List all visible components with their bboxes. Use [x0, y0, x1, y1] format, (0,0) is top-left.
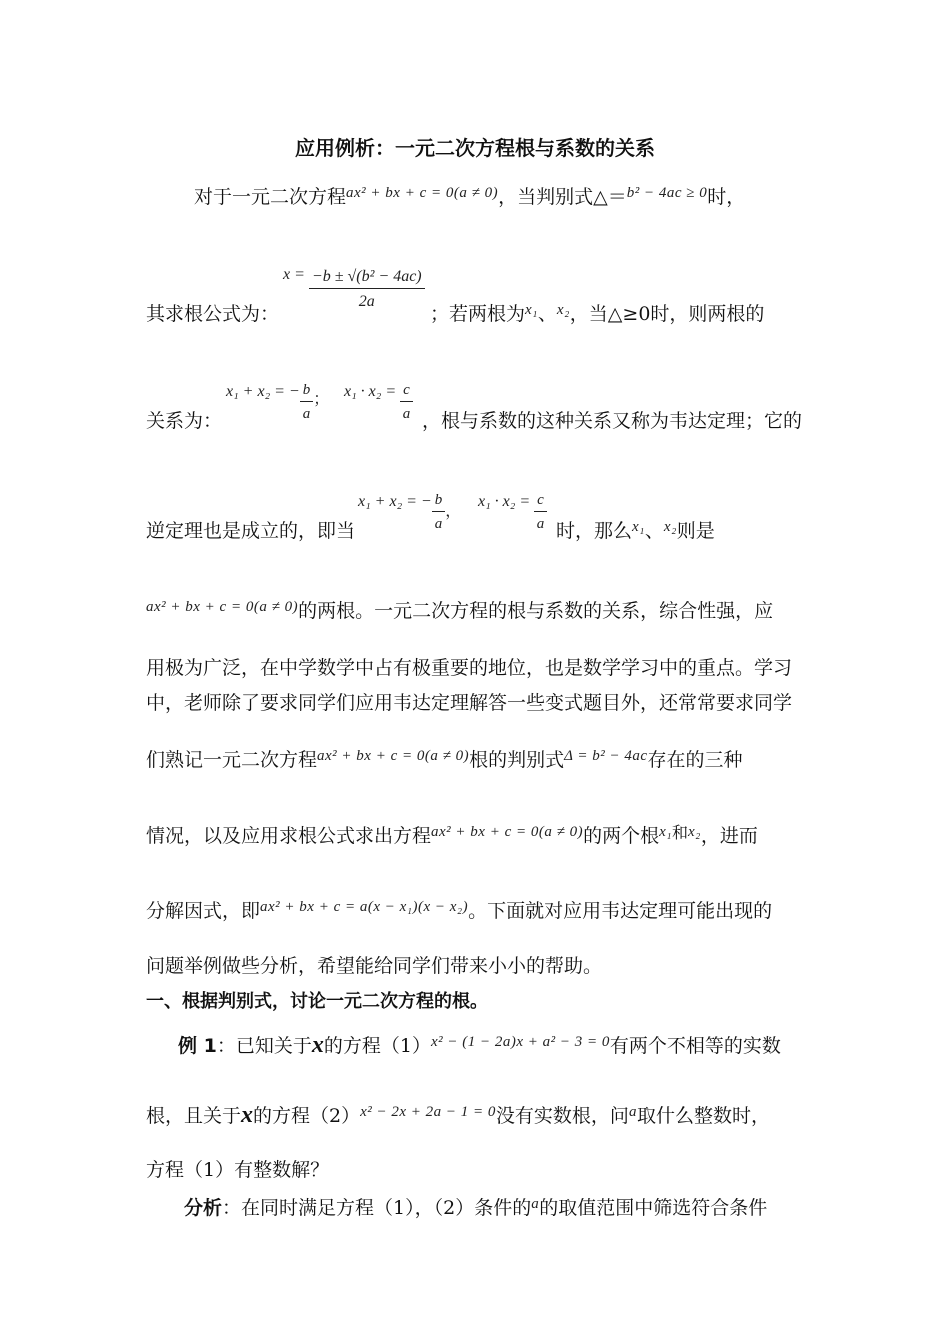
text: ；若两根为: [430, 303, 526, 325]
intro-line-4b: [556, 519, 715, 542]
root-x2: x₂: [556, 302, 570, 318]
formula-numerator: −b ± √(b² − 4ac): [309, 268, 425, 289]
intro-line-4: [146, 522, 355, 541]
separator: ，: [445, 503, 462, 521]
text: 、: [644, 520, 664, 542]
separator: ；: [313, 391, 330, 409]
formula-lhs: x =: [283, 266, 305, 284]
intro-line-3: [146, 412, 222, 431]
text: 没有实数根，问: [495, 1105, 629, 1127]
discriminant: Δ = b² − 4ac: [564, 748, 648, 764]
root-x1: x₁: [632, 519, 645, 535]
text: ：已知关于: [216, 1035, 312, 1057]
equation-general: ax² + bx + c = 0(a ≠ 0): [317, 748, 470, 764]
intro-line-8: [146, 748, 743, 771]
variable-x: x: [311, 1032, 324, 1058]
text: 逆定理也是成立的，即当: [146, 520, 356, 542]
converse-product: [478, 492, 547, 533]
converse-sum-lhs: x₁ + x₂ = −: [358, 493, 432, 511]
text: 情况，以及应用求根公式求出方程: [146, 825, 432, 847]
root-x2: x₂: [687, 824, 701, 840]
vieta-sum-fraction: [300, 382, 314, 423]
variable-x: x: [241, 1102, 254, 1128]
text: 有两个不相等的实数: [609, 1035, 781, 1057]
converse-sum-fraction: [432, 492, 446, 533]
example-label: 例 1: [178, 1035, 217, 1057]
text: 则是: [676, 520, 715, 542]
text: ，当△≥0时，则两根的: [569, 303, 765, 325]
text: 的方程（2）: [253, 1105, 361, 1127]
text: 其求根公式为：: [146, 303, 280, 325]
formula-denominator: 2a: [358, 293, 375, 310]
text: 存在的三种: [647, 749, 743, 771]
variable-a: a: [628, 1104, 637, 1120]
converse-product-lhs: x₁ · x₂ =: [478, 493, 531, 511]
numerator: c: [534, 492, 547, 512]
text: 。下面就对应用韦达定理可能出现的: [468, 900, 773, 922]
text: 关系为：: [146, 410, 223, 432]
text: 的两根。一元二次方程的根与系数的关系，综合性强，应: [298, 600, 774, 622]
intro-line-2b: [430, 302, 765, 325]
denominator: a: [402, 406, 411, 422]
root-x1: x₁: [659, 824, 672, 840]
text: 的方程（1）: [323, 1035, 431, 1057]
text: 取什么整数时，: [636, 1105, 770, 1127]
text: 们熟记一元二次方程: [146, 749, 318, 771]
intro-line-7: 中，老师除了要求同学们应用韦达定理解答一些变式题目外，还常常要求同学: [146, 692, 793, 714]
denominator: a: [302, 406, 311, 422]
vieta-product-fraction: [400, 382, 413, 423]
converse-product-fraction: [534, 492, 547, 533]
intro-line-6: 用极为广泛，在中学数学中占有极重要的地位，也是数学学习中的重点。学习: [146, 657, 793, 679]
analysis-label: 分析: [184, 1197, 223, 1219]
page-title: 应用例析：一元二次方程根与系数的关系: [295, 136, 655, 160]
equation-1: x² − (1 − 2a)x + a² − 3 = 0: [430, 1034, 610, 1050]
intro-line-2: [146, 305, 279, 324]
example-1-line-1: [178, 1033, 781, 1057]
denominator: a: [434, 516, 443, 532]
text: 的两个根: [583, 825, 660, 847]
numerator: b: [300, 382, 314, 402]
variable-a: a: [531, 1196, 540, 1212]
section-heading-1: 一、根据判别式，讨论一元二次方程的根。: [146, 991, 488, 1012]
root-x1: x₁: [525, 302, 538, 318]
text: 分解因式，即: [146, 900, 261, 922]
discriminant-condition: b² − 4ac ≥ 0: [626, 185, 708, 201]
intro-line-3b: [422, 412, 802, 431]
numerator: b: [432, 492, 446, 512]
factorization: ax² + bx + c = a(x − x₁)(x − x₂): [260, 899, 469, 915]
analysis-line: [184, 1196, 768, 1219]
example-1-line-3: 方程（1）有整数解？: [146, 1159, 330, 1181]
text: 对于一元二次方程: [194, 186, 347, 208]
text: ，根与系数的这种关系又称为韦达定理；它的: [422, 410, 803, 432]
text: 、: [537, 303, 557, 325]
vieta-product: [344, 382, 413, 423]
text: 根，且关于: [146, 1105, 242, 1127]
root-x2: x₂: [663, 519, 677, 535]
text: ，当判别式△＝: [498, 186, 627, 208]
text: 根的判别式: [469, 749, 565, 771]
text: 和: [671, 823, 688, 842]
intro-line-10: [146, 899, 773, 922]
intro-line-11: 问题举例做些分析，希望能给同学们带来小小的帮助。: [146, 955, 603, 977]
text: 时，那么: [556, 520, 633, 542]
intro-line-9: [146, 823, 758, 847]
vieta-sum: [226, 382, 329, 423]
equation-general: ax² + bx + c = 0(a ≠ 0): [431, 824, 584, 840]
intro-line-1: [194, 185, 746, 208]
vieta-product-lhs: x₁ · x₂ =: [344, 383, 397, 401]
intro-line-5: [146, 599, 774, 622]
equation-2: x² − 2x + 2a − 1 = 0: [360, 1104, 496, 1120]
text: ，进而: [700, 825, 758, 847]
example-1-line-2: [146, 1103, 770, 1127]
vieta-sum-lhs: x₁ + x₂ = −: [226, 383, 300, 401]
converse-sum: [358, 492, 461, 533]
quadratic-formula: [283, 268, 425, 311]
text: 时，: [707, 186, 746, 208]
text: 的取值范围中筛选符合条件: [539, 1197, 768, 1219]
denominator: a: [536, 516, 545, 532]
equation-general: ax² + bx + c = 0(a ≠ 0): [146, 599, 299, 615]
text: ：在同时满足方程（1），（2）条件的: [222, 1197, 532, 1219]
equation-general: ax² + bx + c = 0(a ≠ 0): [346, 185, 499, 201]
numerator: c: [400, 382, 413, 402]
formula-fraction: [309, 268, 425, 311]
